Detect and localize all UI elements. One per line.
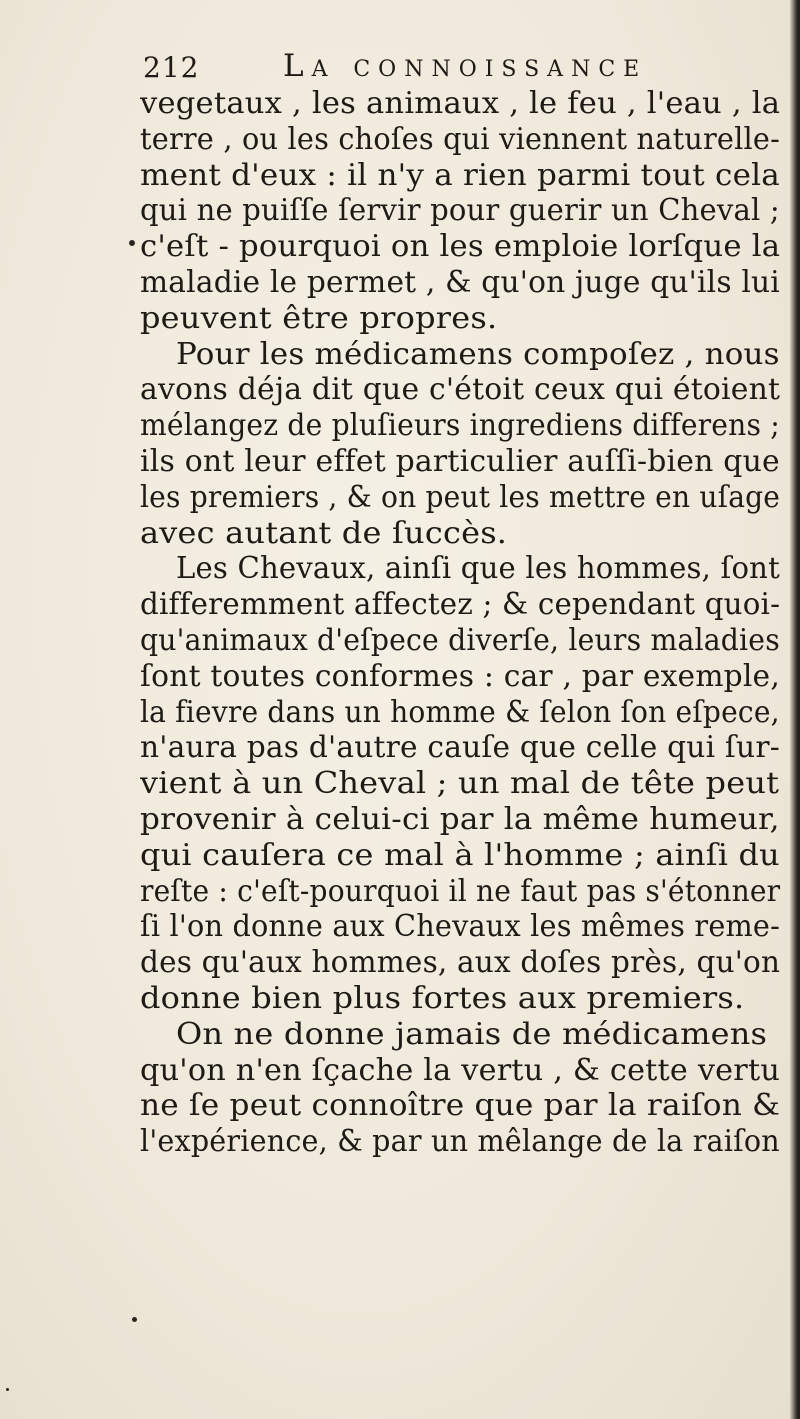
running-title: La connoissance [283,48,648,84]
text-line: les premiers , & on peut les mettre en uſage [140,479,781,514]
text-line: ſi l'on donne aux Chevaux les mêmes reme- [140,909,781,944]
text-line: mélangez de pluſieurs ingrediens differens ; [140,408,780,443]
text-line: la fievre dans un homme & ſelon ſon eſpece, [140,694,780,729]
text-line: ment d'eux : il n'y a rien parmi tout cela [140,157,781,192]
text-line: ne ſe peut connoître que par la raiſon & [140,1088,781,1123]
text-line: vegetaux , les animaux , le feu , l'eau , la [140,86,781,120]
page-edge-shadow [790,0,800,1419]
ink-speck [129,240,135,246]
text-line: avons déja dit que c'étoit ceux qui étoient [140,372,781,407]
text-line: donne bien plus fortes aux premiers. [140,980,745,1015]
text-line: qui cauſera ce mal à l'homme ; ainſi du [140,837,780,872]
text-line: des qu'aux hommes, aux doſes près, qu'on [140,945,781,980]
page-header [143,48,783,88]
text-line: avec autant de ſuccès. [140,515,508,550]
ink-speck [6,1388,9,1391]
text-line: ils ont leur effet particulier auſſi-bien que [140,443,780,478]
text-line: terre , ou les choſes qui viennent naturelle- [140,121,781,156]
text-line: reſte : c'eſt-pourquoi il ne faut pas s'étonner [140,873,781,908]
text-line: ſont toutes conformes : car , par exemple, [140,658,780,693]
text-line: c'eſt - pourquoi on les emploie lorſque la [140,229,781,264]
text-line: l'expérience, & par un mêlange de la raiſon [140,1124,780,1159]
text-line: peuvent être propres. [140,300,498,335]
text-line: n'aura pas d'autre cauſe que celle qui ſur- [140,730,780,765]
text-line: differemment affectez ; & cependant quoi- [140,587,781,622]
text-line: qu'on n'en ſçache la vertu , & cette vertu [140,1052,781,1087]
text-line: qui ne puiſſe ſervir pour guerir un Cheval ; [140,193,780,228]
text-line: On ne donne jamais de médicamens [176,1016,768,1051]
text-line: Les Chevaux, ainſi que les hommes, ſont [176,551,780,586]
text-line: vient à un Cheval ; un mal de tête peut [140,766,780,801]
body-text [140,86,790,1160]
ink-speck [132,1317,137,1322]
text-line: Pour les médicamens compoſez , nous [176,336,780,371]
text-line: provenir à celui-ci par la même humeur, [140,801,780,836]
text-line: qu'animaux d'eſpece diverſe, leurs maladies [140,622,780,657]
text-line: maladie le permet , & qu'on juge qu'ils lui [140,264,780,299]
page-number: 212 [143,51,200,84]
